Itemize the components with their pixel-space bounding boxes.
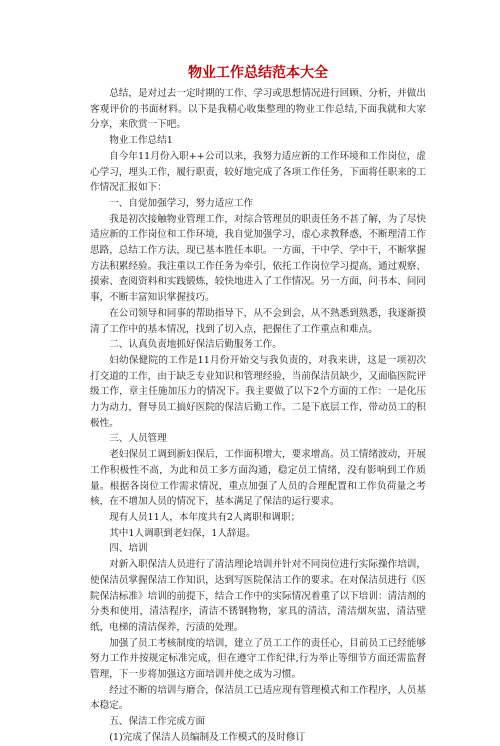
body-paragraph: 在公司领导和同事的帮助指导下，从不会到会，从不熟悉到熟悉，我逐渐摸清了工作中的基本情况，找到了切入点，把握住了工作重点和难点。 bbox=[90, 307, 426, 335]
section-heading: 物业工作总结1 bbox=[109, 135, 173, 147]
section-heading: 五、保洁工作完成方面 bbox=[109, 716, 206, 728]
body-paragraph: 自今年11月份入职++公司以来，我努力适应新的工作环境和工作岗位，虚心学习，埋头工作，履行职责，较好地完成了各项工作任务，下面将任职来的工作情况汇报如下： bbox=[90, 150, 426, 194]
list-item: (1)完成了保洁人员编制及工作模式的及时修订 bbox=[109, 731, 306, 743]
body-paragraph: 我是初次接触物业管理工作，对综合管理员的职责任务不甚了解，为了尽快适应新的工作岗位和工作环境，我自觉加强学习，虚心求教释惑，不断理清工作思路，总结工作方法，现已基本胜任本职。一方面，干中学、学中干，不断掌握方法积累经验。我注重以工作任务为牵引，依托工作岗位学习提高，通过观察、摸索、查阅资料和实践锻炼，较快地进入了工作情况。另一方面，问书本、问同事，不断丰富知识掌握技巧。 bbox=[90, 213, 426, 304]
section-heading: 一、自觉加强学习，努力适应工作 bbox=[109, 197, 254, 209]
section-heading: 三、人员管理 bbox=[109, 433, 167, 445]
section-heading: 二、认真负责地抓好保洁后勤服务工作。 bbox=[109, 339, 282, 351]
section-heading: 四、培训 bbox=[109, 543, 148, 555]
body-paragraph: 妇幼保健院的工作是11月份开始交与我负责的，对我来讲，这是一项初次打交道的工作，由于缺乏专业知识和管理经验，当前保洁员缺少，又面临医院评级工作，章主任施加压力的情况下。我主要做了以下2个方面的工作：一是化压力为动力，督导员工搞好医院的保洁后勤工作。二是下底层工作，带动员工的积极性。 bbox=[90, 354, 426, 429]
document-title: 物业工作总结范本大全 bbox=[188, 65, 328, 81]
body-paragraph: 现有人员11人，本年度共有2人离职和调职； bbox=[109, 511, 301, 523]
body-paragraph: 老妇保员工调到新妇保后，工作面积增大，要求增高。员工情绪波动，开展工作积极性不高，为此和员工多方面沟通，稳定员工情绪，没有影响到工作质量。根据各岗位工作需求情况，重点加强了人员的合理配置和工作负荷量之考核，在不增加人员的情况下，基本满足了保洁的运行要求。 bbox=[90, 449, 426, 508]
body-paragraph: 经过不断的培训与磨合，保洁员工已适应现有管理模式和工作程序，人员基本稳定。 bbox=[90, 684, 426, 712]
body-paragraph: 对新入职保洁人员进行了清洁理论培训并针对不同岗位进行实际操作培训，使保洁员掌握保洁工作知识，达到写医院保洁工作的要求。在对保洁员进行《医院保洁标准》培训的前提下，结合工作中的实际情况着重了以下培训：清洁剂的分类和使用，清洁程序，清洁不锈钢物物，家具的清洁，清洁烟灰盅，清洁壁纸，电梯的清洁保养，污渍的处理。 bbox=[90, 559, 426, 633]
body-paragraph: 其中1人调职到老妇保，1人辞退。 bbox=[109, 527, 256, 539]
document-page bbox=[90, 64, 426, 746]
intro-paragraph: 总结，是对过去一定时期的工作、学习或思想情况进行回顾、分析，并做出客观评价的书面材料。以下是我精心收集整理的物业工作总结,下面我就和大家分享，来欣赏一下吧。 bbox=[90, 88, 426, 131]
body-paragraph: 加强了员工考核制度的培训，建立了员工工作的责任心，目前员工已经能够努力工作并按规定标准完成，但在遵守工作纪律,行为举止等细节方面还需监督管理，下一步将加强这方面培训并使之成为习惯。 bbox=[90, 637, 426, 681]
